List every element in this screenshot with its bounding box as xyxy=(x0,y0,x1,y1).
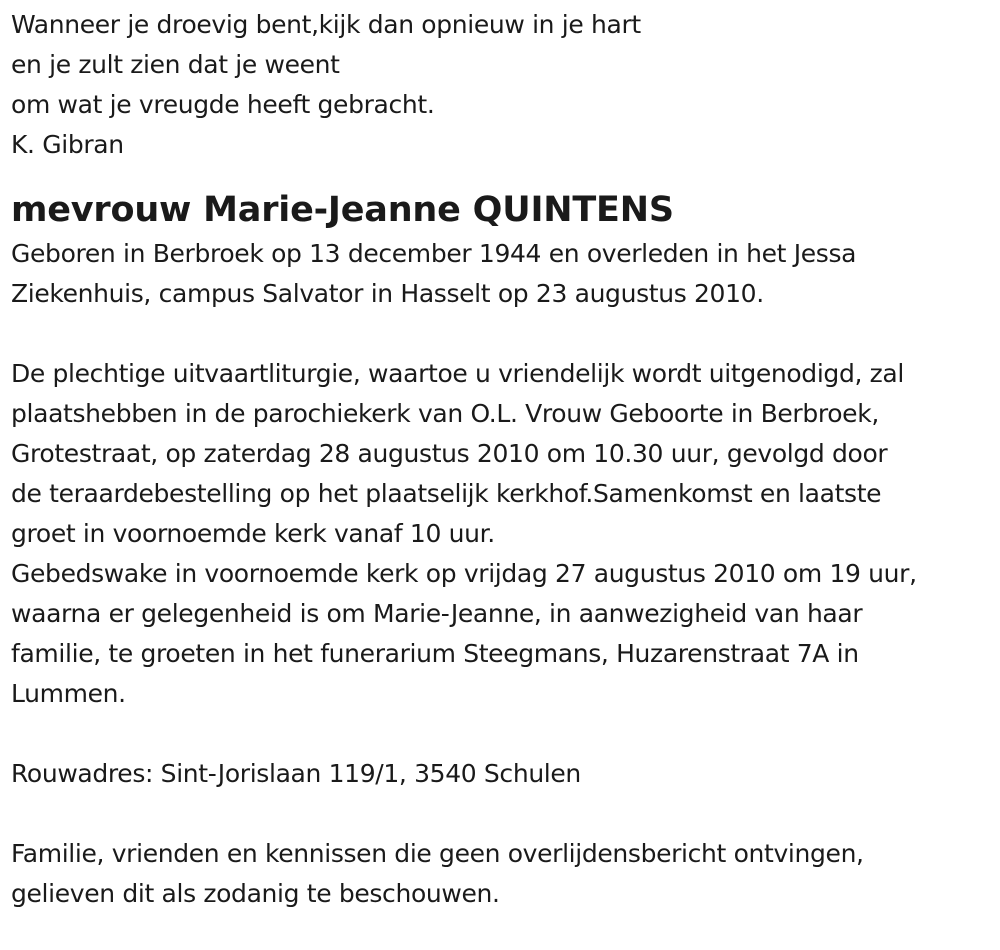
funeral-line: groet in voornoemde kerk vanaf 10 uur. xyxy=(11,519,495,548)
wake-line: waarna er gelegenheid is om Marie-Jeanne, in aanwezigheid van haar xyxy=(11,599,863,628)
quote-author: K. Gibran xyxy=(11,130,124,159)
closing-line: gelieven dit als zodanig te beschouwen. xyxy=(11,879,500,908)
birth-death-line: Geboren in Berbroek op 13 december 1944 en overleden in het Jessa xyxy=(11,239,857,268)
funeral-line: Grotestraat, op zaterdag 28 augustus 2010 om 10.30 uur, gevolgd door xyxy=(11,439,888,468)
funeral-line: de teraardebestelling op het plaatselijk kerkhof.Samenkomst en laatste xyxy=(11,479,882,508)
paragraph-spacer xyxy=(11,314,1000,354)
birth-death-line: Ziekenhuis, campus Salvator in Hasselt op 23 augustus 2010. xyxy=(11,279,764,308)
birth-death-block xyxy=(11,234,1000,314)
wake-line: Gebedswake in voornoemde kerk op vrijdag 27 augustus 2010 om 19 uur, xyxy=(11,559,917,588)
quote-block xyxy=(11,5,1000,165)
funeral-block xyxy=(11,354,1000,714)
closing-block xyxy=(11,834,1000,914)
deceased-name: mevrouw Marie-Jeanne QUINTENS xyxy=(11,190,674,230)
wake-line: familie, te groeten in het funerarium Steegmans, Huzarenstraat 7A in xyxy=(11,639,859,668)
quote-line: Wanneer je droevig bent,kijk dan opnieuw in je hart xyxy=(11,10,641,39)
funeral-line: plaatshebben in de parochiekerk van O.L. Vrouw Geboorte in Berbroek, xyxy=(11,399,879,428)
closing-line: Familie, vrienden en kennissen die geen overlijdensbericht ontvingen, xyxy=(11,839,864,868)
quote-line: en je zult zien dat je weent xyxy=(11,50,340,79)
funeral-line: De plechtige uitvaartliturgie, waartoe u vriendelijk wordt uitgenodigd, zal xyxy=(11,359,904,388)
paragraph-spacer xyxy=(11,794,1000,834)
quote-line: om wat je vreugde heeft gebracht. xyxy=(11,90,435,119)
address-block xyxy=(11,754,1000,794)
paragraph-spacer xyxy=(11,714,1000,754)
mourning-address: Rouwadres: Sint-Jorislaan 119/1, 3540 Schulen xyxy=(11,759,581,788)
wake-line: Lummen. xyxy=(11,679,126,708)
